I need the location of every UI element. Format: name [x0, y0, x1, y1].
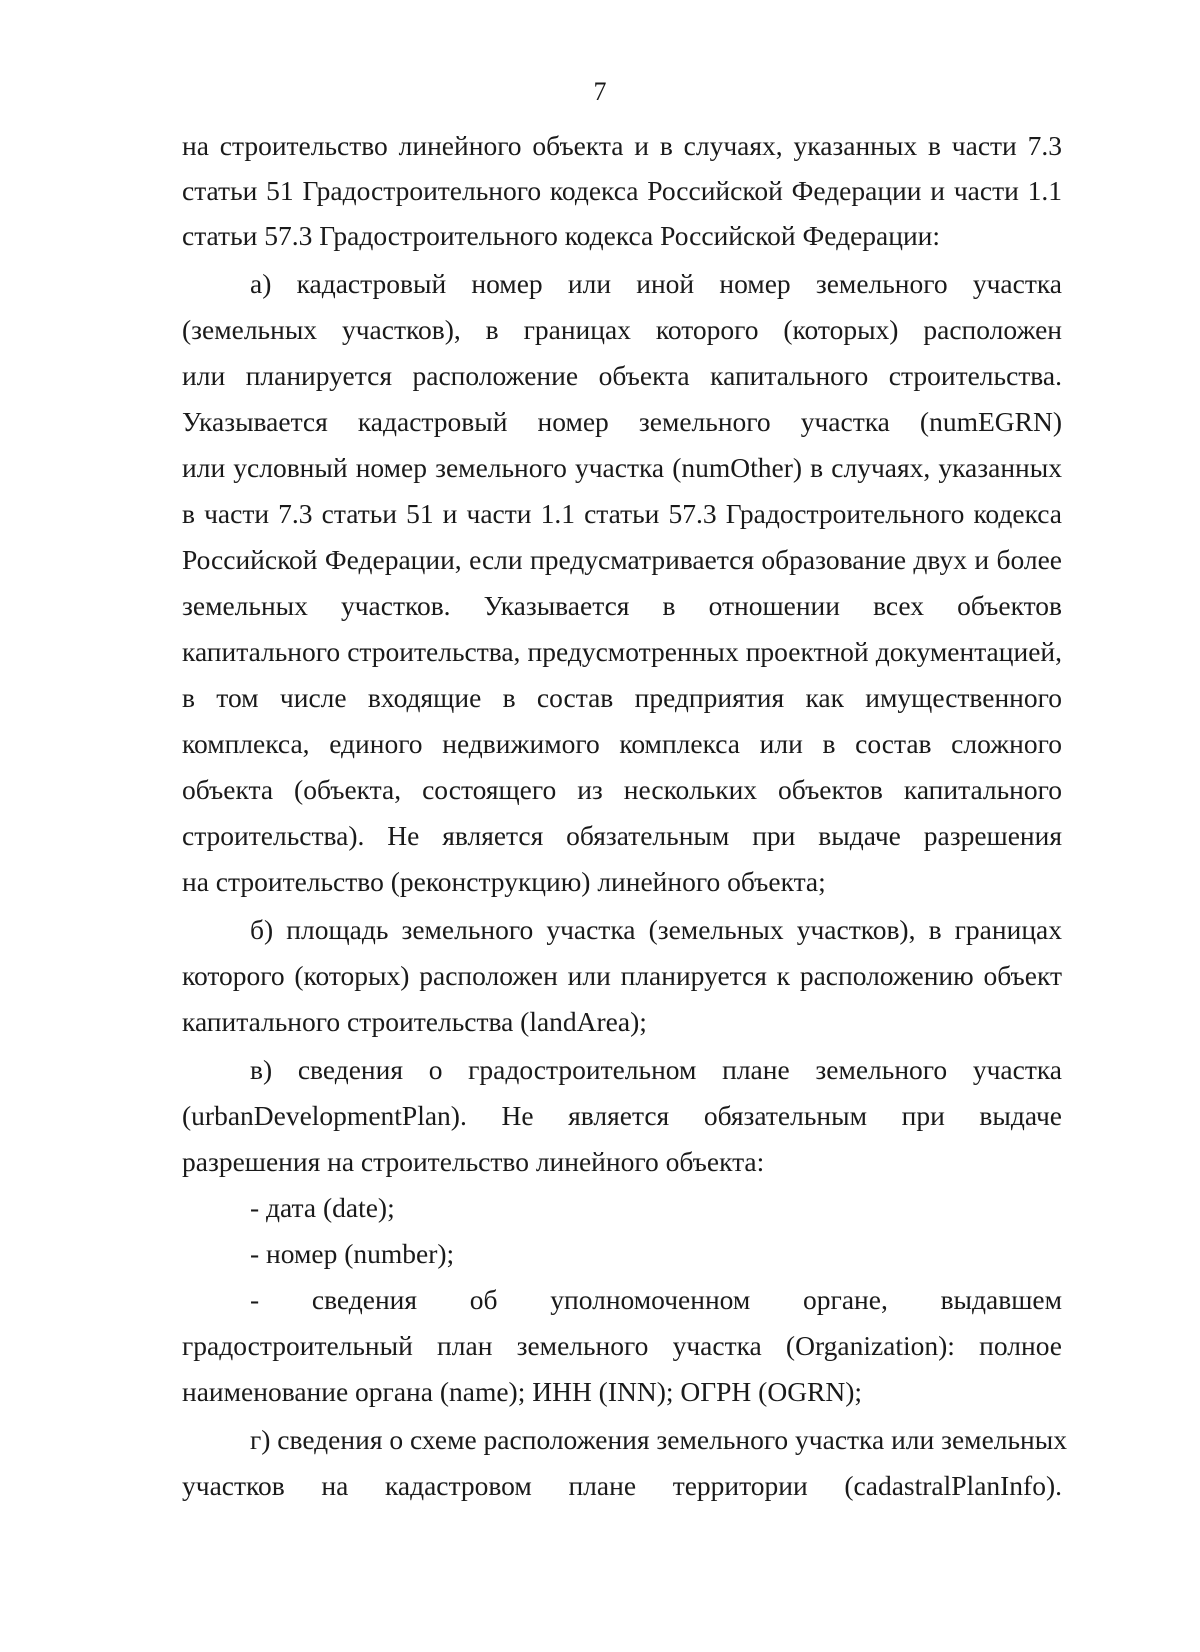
text-line: комплекса, единого недвижимого комплекса или в состав сложного — [182, 728, 1062, 759]
text-line: наименование органа (name); ИНН (INN); ОГРН (OGRN); — [182, 1376, 863, 1407]
text-line: Указывается кадастровый номер земельного участка (numEGRN) — [182, 406, 1062, 437]
text-line: капитального строительства (landArea); — [182, 1006, 647, 1037]
text-line: - дата (date); — [250, 1192, 395, 1223]
text-line: а) кадастровый номер или иной номер земельного участка — [250, 268, 1062, 299]
text-line: б) площадь земельного участка (земельных участков), в границах — [250, 914, 1062, 945]
text-line: г) сведения о схеме расположения земельного участка или земельных — [250, 1424, 1067, 1455]
text-line: на строительство линейного объекта и в случаях, указанных в части 7.3 — [182, 130, 1062, 161]
text-line: (земельных участков), в границах которого (которых) расположен — [182, 314, 1062, 345]
text-line: строительства). Не является обязательным при выдаче разрешения — [182, 820, 1062, 851]
text-line: Российской Федерации, если предусматривается образование двух и более — [182, 544, 1062, 575]
text-line: земельных участков. Указывается в отношении всех объектов — [182, 590, 1062, 621]
text-line: разрешения на строительство линейного объекта: — [182, 1146, 765, 1177]
text-line: статьи 57.3 Градостроительного кодекса Российской Федерации: — [182, 220, 941, 251]
text-line: - номер (number); — [250, 1238, 455, 1269]
text-line: статьи 51 Градостроительного кодекса Российской Федерации и части 1.1 — [182, 175, 1062, 206]
text-line: или планируется расположение объекта капитального строительства. — [182, 360, 1062, 391]
text-line: на строительство (реконструкцию) линейного объекта; — [182, 866, 826, 897]
text-line: которого (которых) расположен или планируется к расположению объект — [182, 960, 1062, 991]
text-line: капитального строительства, предусмотренных проектной документацией, — [182, 636, 1062, 667]
text-line: в том числе входящие в состав предприятия как имущественного — [182, 682, 1062, 713]
page-number: 7 — [593, 77, 607, 106]
text-line: участков на кадастровом плане территории (cadastralPlanInfo). — [182, 1470, 1062, 1501]
text-line: объекта (объекта, состоящего из нескольких объектов капитального — [182, 774, 1062, 805]
text-line: в) сведения о градостроительном плане земельного участка — [250, 1054, 1062, 1085]
text-line: в части 7.3 статьи 51 и части 1.1 статьи 57.3 Градостроительного кодекса — [182, 498, 1062, 529]
text-line: градостроительный план земельного участка (Organization): полное — [182, 1330, 1062, 1361]
text-line: - сведения об уполномоченном органе, выдавшем — [250, 1284, 1062, 1315]
text-line: или условный номер земельного участка (numOther) в случаях, указанных — [182, 452, 1062, 483]
text-line: (urbanDevelopmentPlan). Не является обязательным при выдаче — [182, 1100, 1062, 1131]
